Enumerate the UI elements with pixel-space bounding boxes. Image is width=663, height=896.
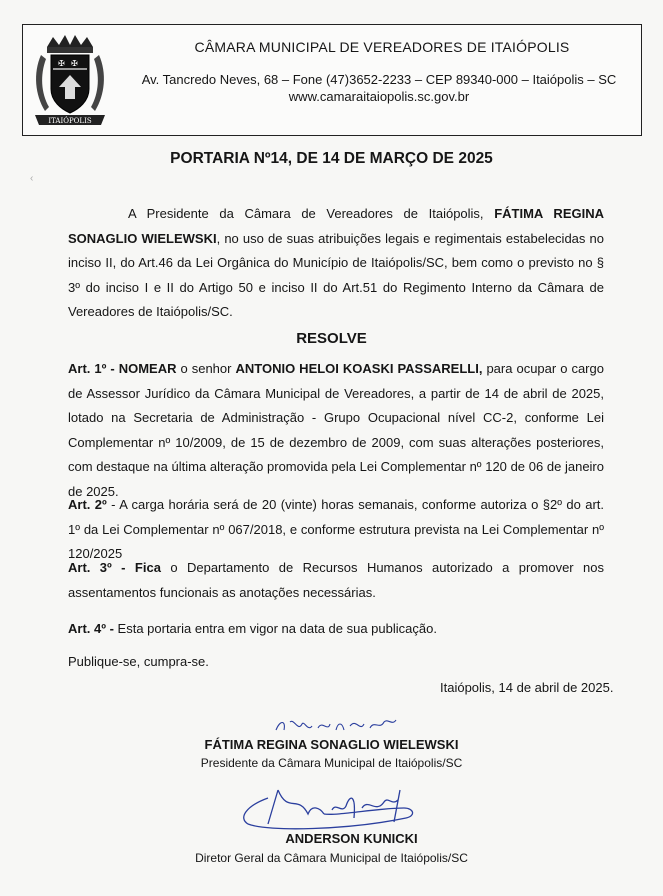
article-1: Art. 1º - NOMEAR o senhor ANTONIO HELOI KOASKI PASSARELLI, para ocupar o cargo de Assessor Jurídico da Câmara Municipal de Vereadores, a partir de 14 de abril de 2025, lotado na Secretaria de Administração - Grupo Ocupacional nível CC-2, conforme Lei Complementar nº 10/2009, de 15 de dezembro de 2009, com suas alterações posteriores, com destaque na última alteração promovida pela Lei Complementar nº 120 de 06 de janeiro de 2025. — [68, 361, 604, 499]
signature-1-image — [272, 712, 402, 738]
article-3: Art. 3º - Fica o Departamento de Recursos Humanos autorizado a promover nos assentamentos funcionais as anotações necessárias. — [68, 560, 605, 600]
signatory-1-name: FÁTIMA REGINA SONAGLIO WIELEWSKI — [204, 737, 459, 752]
letterhead — [22, 24, 642, 136]
seal-text: ITAIÓPOLIS — [48, 117, 92, 125]
article-4: Art. 4º - Esta portaria entra em vigor na data de sua publicação. — [68, 621, 437, 636]
document-title: PORTARIA Nº14, DE 14 DE MARÇO DE 2025 — [170, 150, 493, 167]
signatory-2-name: ANDERSON KUNICKI — [285, 831, 418, 846]
preamble-paragraph: A Presidente da Câmara de Vereadores de Itaiópolis, FÁTIMA REGINA SONAGLIO WIELEWSKI, no uso de suas atribuições legais e regimentais estabelecidas no inciso II, do Art.46 da Lei Orgânica do Município de Itaiópolis/SC, bem como o previsto no § 3º do inciso I e II do Artigo 50 e inciso II do Art.51 do Regimento Interno da Câmara de Vereadores de Itaiópolis/SC. — [68, 206, 604, 319]
signatory-1-role: Presidente da Câmara Municipal de Itaiópolis/SC — [200, 756, 463, 770]
president-name: FÁTIMA REGINA SONAGLIO WIELEWSKI — [68, 206, 604, 246]
closing-formula: Publique-se, cumpra-se. — [68, 654, 209, 669]
appointee-name: ANTONIO HELOI KOASKI PASSARELLI, — [235, 361, 483, 376]
article-2: Art. 2º - A carga horária será de 20 (vinte) horas semanais, conforme autoriza o §2º do art. 1º da Lei Complementar nº 067/2018, e conforme estrutura prevista na Lei Complementar nº 120/2025 — [68, 497, 604, 561]
signatory-2-role: Diretor Geral da Câmara Municipal de Itaiópolis/SC — [195, 851, 468, 865]
institution-website: www.camaraitaiopolis.sc.gov.br — [288, 89, 470, 104]
institution-name: CÂMARA MUNICIPAL DE VEREADORES DE ITAIÓPOLIS — [194, 39, 570, 55]
date-line: Itaiópolis, 14 de abril de 2025. — [440, 680, 614, 695]
svg-text:✠: ✠ — [58, 59, 65, 68]
scan-mark: ‹ — [30, 173, 34, 184]
resolve-heading: RESOLVE — [296, 330, 367, 347]
coat-of-arms-icon — [31, 33, 109, 129]
svg-text:✠: ✠ — [71, 59, 78, 68]
institution-contact — [123, 71, 635, 105]
institution-address: Av. Tancredo Neves, 68 – Fone (47)3652-2233 – CEP 89340-000 – Itaiópolis – SC — [141, 72, 617, 87]
